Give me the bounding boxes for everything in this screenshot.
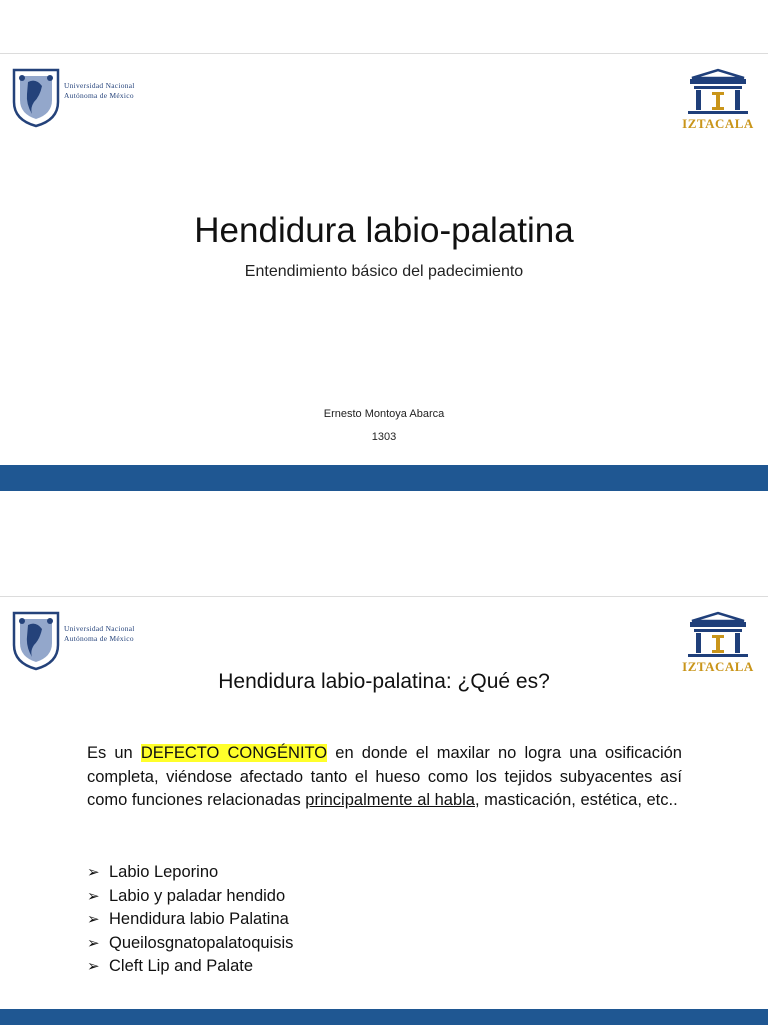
- unam-name-line1: Universidad Nacional: [64, 81, 135, 90]
- unam-name-line1: Universidad Nacional: [64, 624, 135, 633]
- slide-gap: [0, 491, 768, 596]
- paragraph-intro: Es un: [87, 744, 141, 762]
- slide-title: [0, 53, 768, 492]
- list-item-text: Hendidura labio Palatina: [109, 910, 289, 928]
- iztacala-temple-icon: [678, 68, 758, 116]
- list-item-text: Cleft Lip and Palate: [109, 957, 254, 975]
- unam-shield-icon: [10, 68, 62, 128]
- list-item: [87, 861, 293, 885]
- slide-title-heading: Hendidura labio-palatina: [194, 211, 574, 250]
- list-item-text: Labio Leporino: [109, 863, 219, 881]
- highlighted-term: DEFECTO CONGÉNITO: [140, 744, 328, 762]
- iztacala-wordmark: IZTACALA: [682, 116, 754, 131]
- list-item: [87, 955, 293, 979]
- slide-heading: Hendidura labio-palatina: ¿Qué es?: [218, 670, 550, 693]
- iztacala-temple-icon: [678, 611, 758, 659]
- arrow-bullet-icon: ➢: [87, 911, 100, 928]
- list-item: [87, 885, 293, 909]
- arrow-bullet-icon: ➢: [87, 958, 100, 975]
- footer-bar: [0, 465, 768, 492]
- iztacala-wordmark: IZTACALA: [682, 659, 754, 674]
- list-item: [87, 908, 293, 932]
- slide-definition: [0, 596, 768, 1025]
- arrow-bullet-icon: ➢: [87, 864, 100, 881]
- list-item-text: Labio y paladar hendido: [109, 886, 286, 905]
- footer-bar: [0, 1009, 768, 1025]
- paragraph-body: en donde el maxilar no logra una osificación completa, viéndose afectado tanto el hueso como los tejidos subyacentes así como funciones relacionadas: [87, 744, 682, 809]
- list-item: [87, 932, 293, 956]
- unam-name-line2: Autónoma de México: [64, 634, 134, 643]
- definition-paragraph: [87, 742, 682, 813]
- unam-shield-icon: [10, 611, 62, 671]
- arrow-bullet-icon: ➢: [87, 887, 100, 905]
- unam-name-line2: Autónoma de México: [64, 91, 134, 100]
- paragraph-end: , masticación, estética, etc..: [475, 791, 678, 809]
- underlined-phrase: principalmente al habla: [305, 791, 475, 809]
- author-name: Ernesto Montoya Abarca: [323, 408, 445, 420]
- group-number: 1303: [371, 431, 397, 443]
- arrow-bullet-icon: ➢: [87, 934, 100, 952]
- iztacala-logo: [678, 611, 758, 677]
- iztacala-logo: [678, 68, 758, 134]
- unam-logo: [10, 68, 146, 128]
- unam-logo: [10, 611, 146, 671]
- slide-subtitle: Entendimiento básico del padecimiento: [244, 263, 524, 280]
- synonyms-list: [87, 861, 293, 979]
- list-item-text: Queilosgnatopalatoquisis: [109, 933, 294, 952]
